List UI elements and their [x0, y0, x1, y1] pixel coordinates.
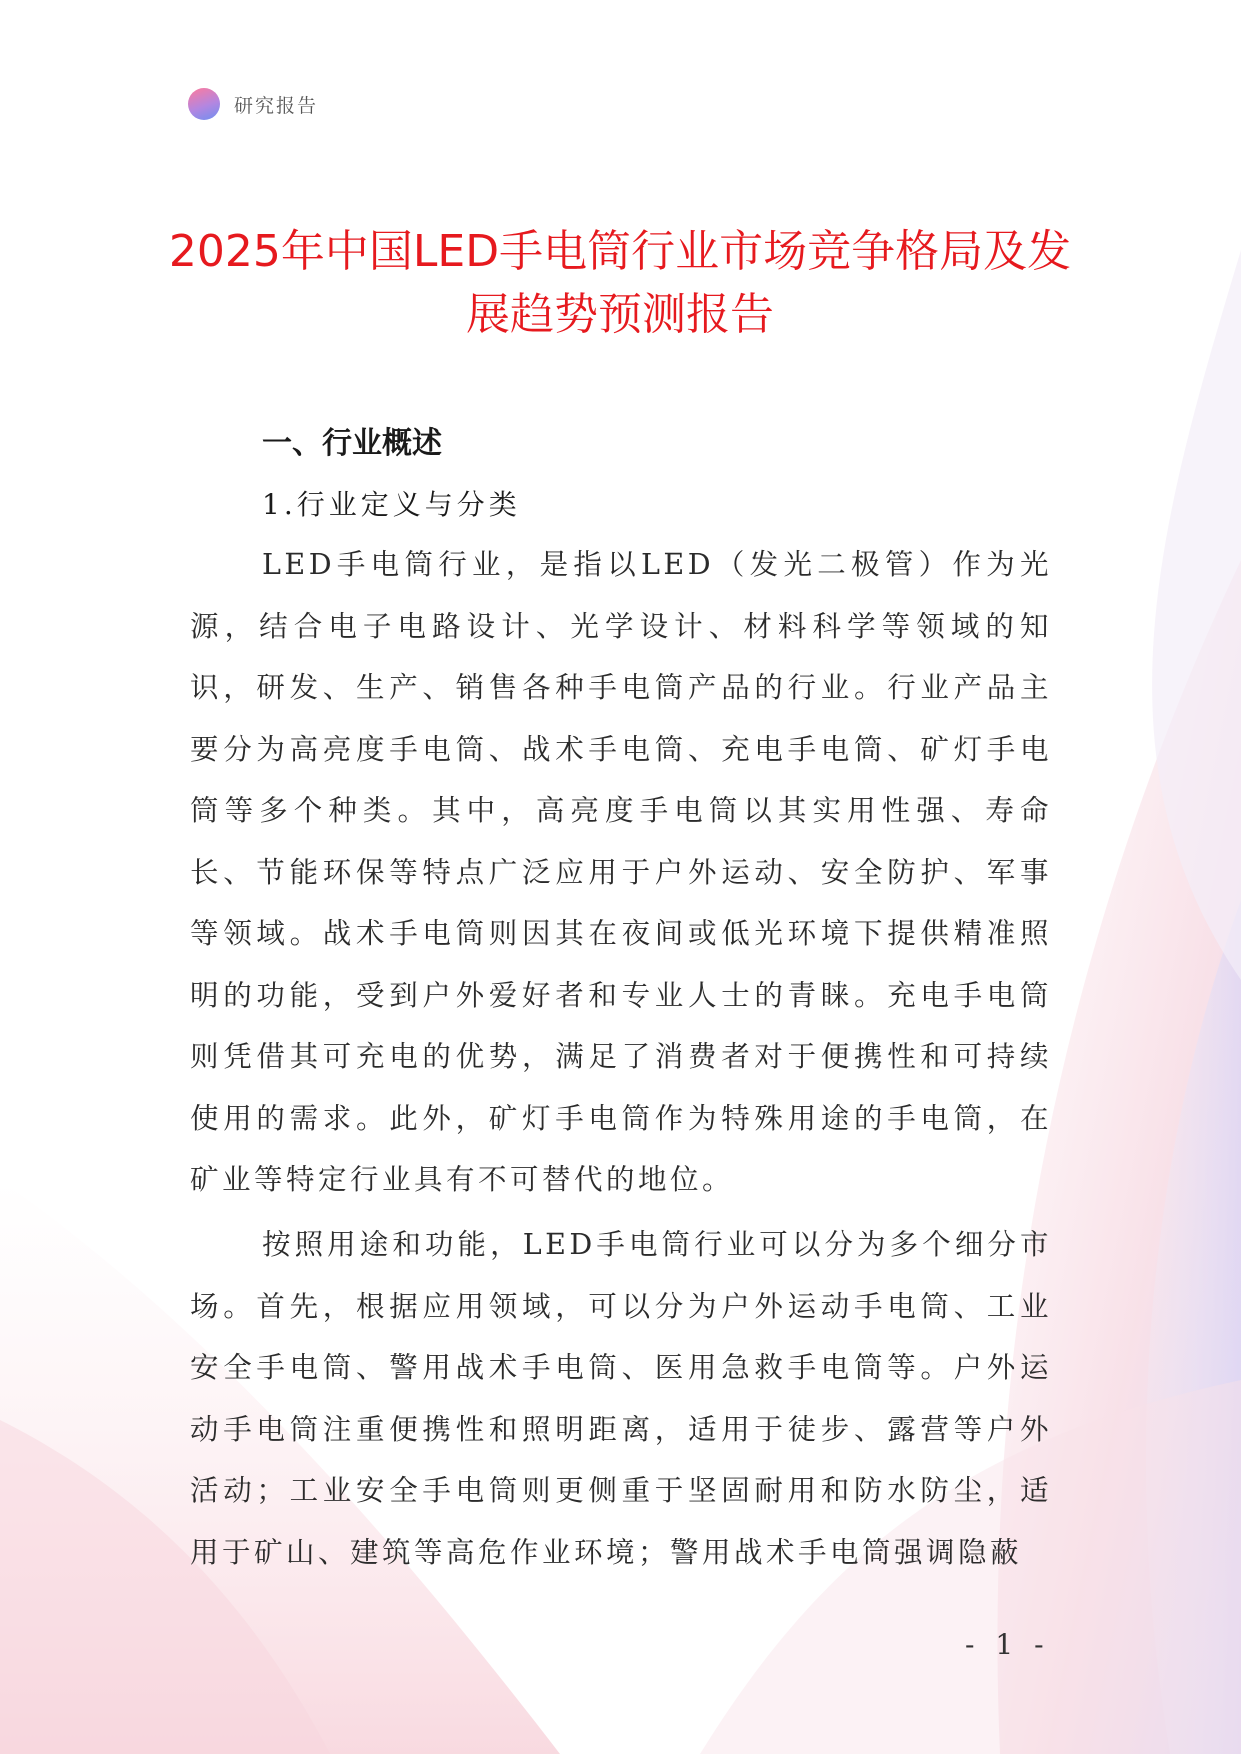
report-header [188, 88, 318, 120]
header-label: 研究报告 [234, 94, 319, 117]
circle-gradient-logo-icon [188, 88, 220, 120]
body-paragraph-1: LED手电筒行业，是指以LED（发光二极管）作为光源，结合电子电路设计、光学设计、材料科学等领域的知识，研发、生产、销售各种手电筒产品的行业。行业产品主要分为高亮度手电筒、战术手电筒、充电手电筒、矿灯手电筒等多个种类。其中，高亮度手电筒以其实用性强、寿命长、节能环保等特点广泛应用于户外运动、安全防护、军事等领域。战术手电筒则因其在夜间或低光环境下提供精准照明的功能，受到户外爱好者和专业人士的青睐。充电手电筒则凭借其可充电的优势，满足了消费者对于便携性和可持续使用的需求。此外，矿灯手电筒作为特殊用途的手电筒，在矿业等特定行业具有不可替代的地位。 [190, 548, 1052, 1196]
subsection-heading: 1.行业定义与分类 [262, 488, 521, 521]
page-number: - 1 - [965, 1628, 1050, 1661]
section-heading: 一、行业概述 [262, 426, 442, 461]
body-paragraph-2: 按照用途和功能，LED手电筒行业可以分为多个细分市场。首先，根据应用领域，可以分为户外运动手电筒、工业安全手电筒、警用战术手电筒、医用急救手电筒等。户外运动手电筒注重便携性和照明距离，适用于徒步、露营等户外活动；工业安全手电筒则更侧重于坚固耐用和防水防尘，适用于矿山、建筑等高危作业环境；警用战术手电筒强调隐蔽 [190, 1228, 1052, 1569]
report-title: 2025年中国LED手电筒行业市场竞争格局及发展趋势预测报告 [168, 226, 1072, 340]
